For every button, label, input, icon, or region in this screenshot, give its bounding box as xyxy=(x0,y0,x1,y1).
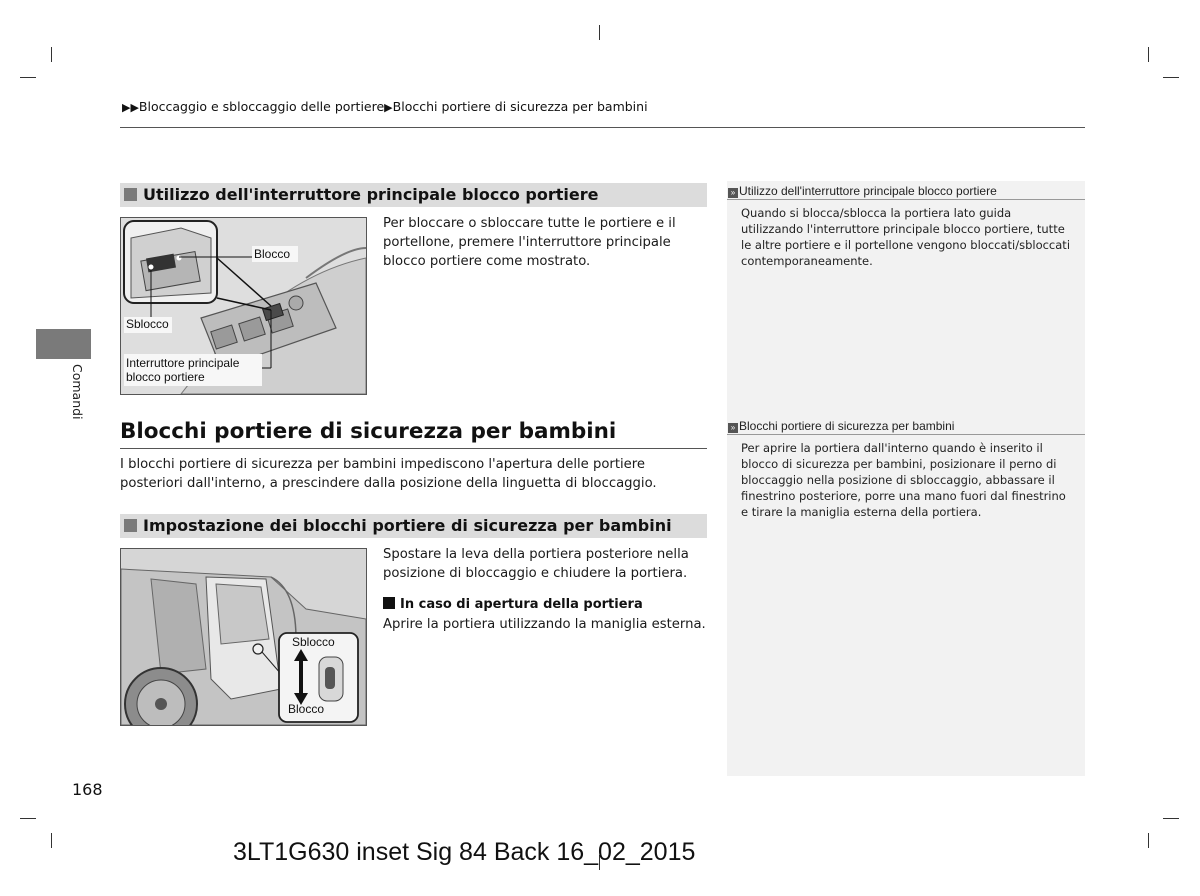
section1-text: Per bloccare o sbloccare tutte le portiere e il portellone, premere l'interruttore principale blocco portiere come mostrato. xyxy=(383,216,676,269)
arrow-icon: ▶ xyxy=(384,101,393,114)
header-rule xyxy=(120,127,1085,128)
figure-label-unlock: Sblocco xyxy=(126,317,169,331)
crop-mark xyxy=(1163,818,1179,819)
breadcrumb-item: Bloccaggio e sbloccaggio delle portiere xyxy=(138,99,385,114)
crop-mark xyxy=(599,25,600,40)
figure-label-lock: Blocco xyxy=(254,247,291,261)
crop-mark xyxy=(1163,77,1179,78)
crop-mark xyxy=(51,47,52,62)
crop-mark xyxy=(1148,833,1149,848)
note-title: » Blocchi portiere di sicurezza per bambini xyxy=(728,419,954,433)
crop-mark xyxy=(20,818,36,819)
note-text: Quando si blocca/sblocca la portiera lato guida utilizzando l'interruttore principale blocco portiere, tutte le altre portiere e il portellone vengono bloccati/sbloccati contemporaneamente. xyxy=(741,206,1071,268)
square-icon xyxy=(124,188,137,201)
figure-label-unlock: Sblocco xyxy=(292,635,335,649)
print-slug: 3LT1G630 inset Sig 84 Back 16_02_2015 xyxy=(233,838,696,866)
breadcrumb xyxy=(122,99,648,114)
subheading-text: Aprire la portiera utilizzando la maniglia esterna. xyxy=(383,617,706,632)
breadcrumb-item: Blocchi portiere di sicurezza per bambini xyxy=(392,99,648,114)
figure-label-lock: Blocco xyxy=(288,702,325,716)
page-title: Blocchi portiere di sicurezza per bambini xyxy=(120,419,617,444)
square-icon xyxy=(124,519,137,532)
arrow-icon: ▶▶ xyxy=(122,101,139,114)
chapter-tab-label: Comandi xyxy=(70,364,85,420)
reference-icon: » xyxy=(728,188,738,198)
subheading: In caso di apertura della portiera xyxy=(383,597,643,612)
section2-text: Spostare la leva della portiera posteriore nella posizione di bloccaggio e chiudere la portiera. xyxy=(383,547,689,581)
section-heading: Impostazione dei blocchi portiere di sicurezza per bambini xyxy=(120,514,707,538)
title-rule xyxy=(120,448,707,449)
square-bullet-icon xyxy=(383,597,395,609)
note-rule xyxy=(727,199,1085,200)
chapter-tab xyxy=(36,329,91,359)
note-rule xyxy=(727,434,1085,435)
section-heading: Utilizzo dell'interruttore principale blocco portiere xyxy=(120,183,707,207)
note-title: » Utilizzo dell'interruttore principale blocco portiere xyxy=(728,184,997,198)
note-text: Per aprire la portiera dall'interno quando è inserito il blocco di sicurezza per bambini, posizionare il perno di bloccaggio nella posizione di sbloccaggio, abbassare il finestrino posteriore, porre una mano fuori dal finestrino e tirare la maniglia esterna della portiera. xyxy=(741,441,1066,519)
crop-mark xyxy=(51,833,52,848)
figure-label-switch: Interruttore principale blocco portiere xyxy=(126,356,240,384)
crop-mark xyxy=(1148,47,1149,62)
page-number: 168 xyxy=(72,780,103,799)
intro-text: I blocchi portiere di sicurezza per bambini impediscono l'apertura delle portiere posteriori dall'interno, a prescindere dalla posizione della linguetta di bloccaggio. xyxy=(120,457,657,491)
reference-icon: » xyxy=(728,423,738,433)
crop-mark xyxy=(20,77,36,78)
